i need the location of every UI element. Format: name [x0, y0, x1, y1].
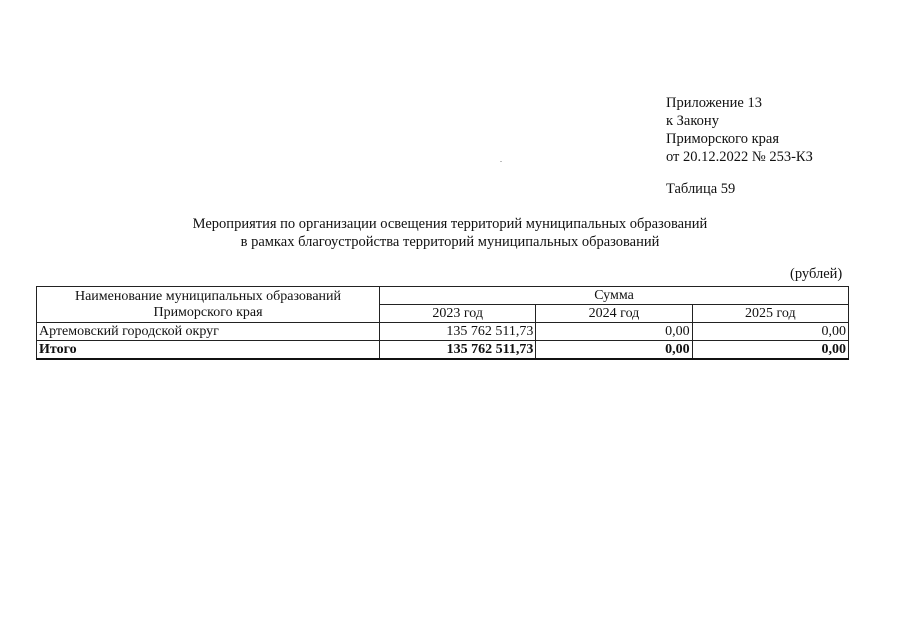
table-row [37, 323, 849, 341]
header-year-2023: 2023 год [380, 305, 536, 323]
row-value-2025: 0,00 [692, 323, 848, 341]
scan-speck [500, 161, 502, 162]
header-sum-cell: Сумма [380, 287, 849, 305]
total-row [37, 341, 849, 360]
row-value-2024: 0,00 [536, 323, 692, 341]
funding-table [36, 286, 849, 360]
appendix-line: от 20.12.2022 № 253-КЗ [666, 149, 813, 165]
header-name-cell [37, 287, 380, 323]
appendix-block [666, 94, 813, 166]
header-name-line-2: Приморского края [153, 304, 263, 320]
appendix-line: Приложение 13 [666, 95, 762, 111]
header-name-line-1: Наименование муниципальных образований [74, 288, 342, 304]
document-title [120, 215, 780, 251]
row-value-2023: 135 762 511,73 [380, 323, 536, 341]
total-value-2023: 135 762 511,73 [380, 341, 536, 360]
appendix-line: Приморского края [666, 131, 780, 147]
row-municipality-name: Артемовский городской округ [37, 323, 380, 341]
title-line-2: в рамках благоустройства территорий муниципальных образований [240, 234, 660, 250]
table-number: Таблица 59 [666, 181, 736, 197]
header-year-2024: 2024 год [536, 305, 692, 323]
total-value-2024: 0,00 [536, 341, 692, 360]
header-row [37, 287, 849, 305]
total-value-2025: 0,00 [692, 341, 848, 360]
units-label: (рублей) [790, 266, 843, 282]
header-year-2025: 2025 год [692, 305, 848, 323]
total-label: Итого [37, 341, 380, 360]
title-line-1: Мероприятия по организации освещения территорий муниципальных образований [192, 216, 708, 232]
appendix-line: к Закону [666, 113, 719, 129]
